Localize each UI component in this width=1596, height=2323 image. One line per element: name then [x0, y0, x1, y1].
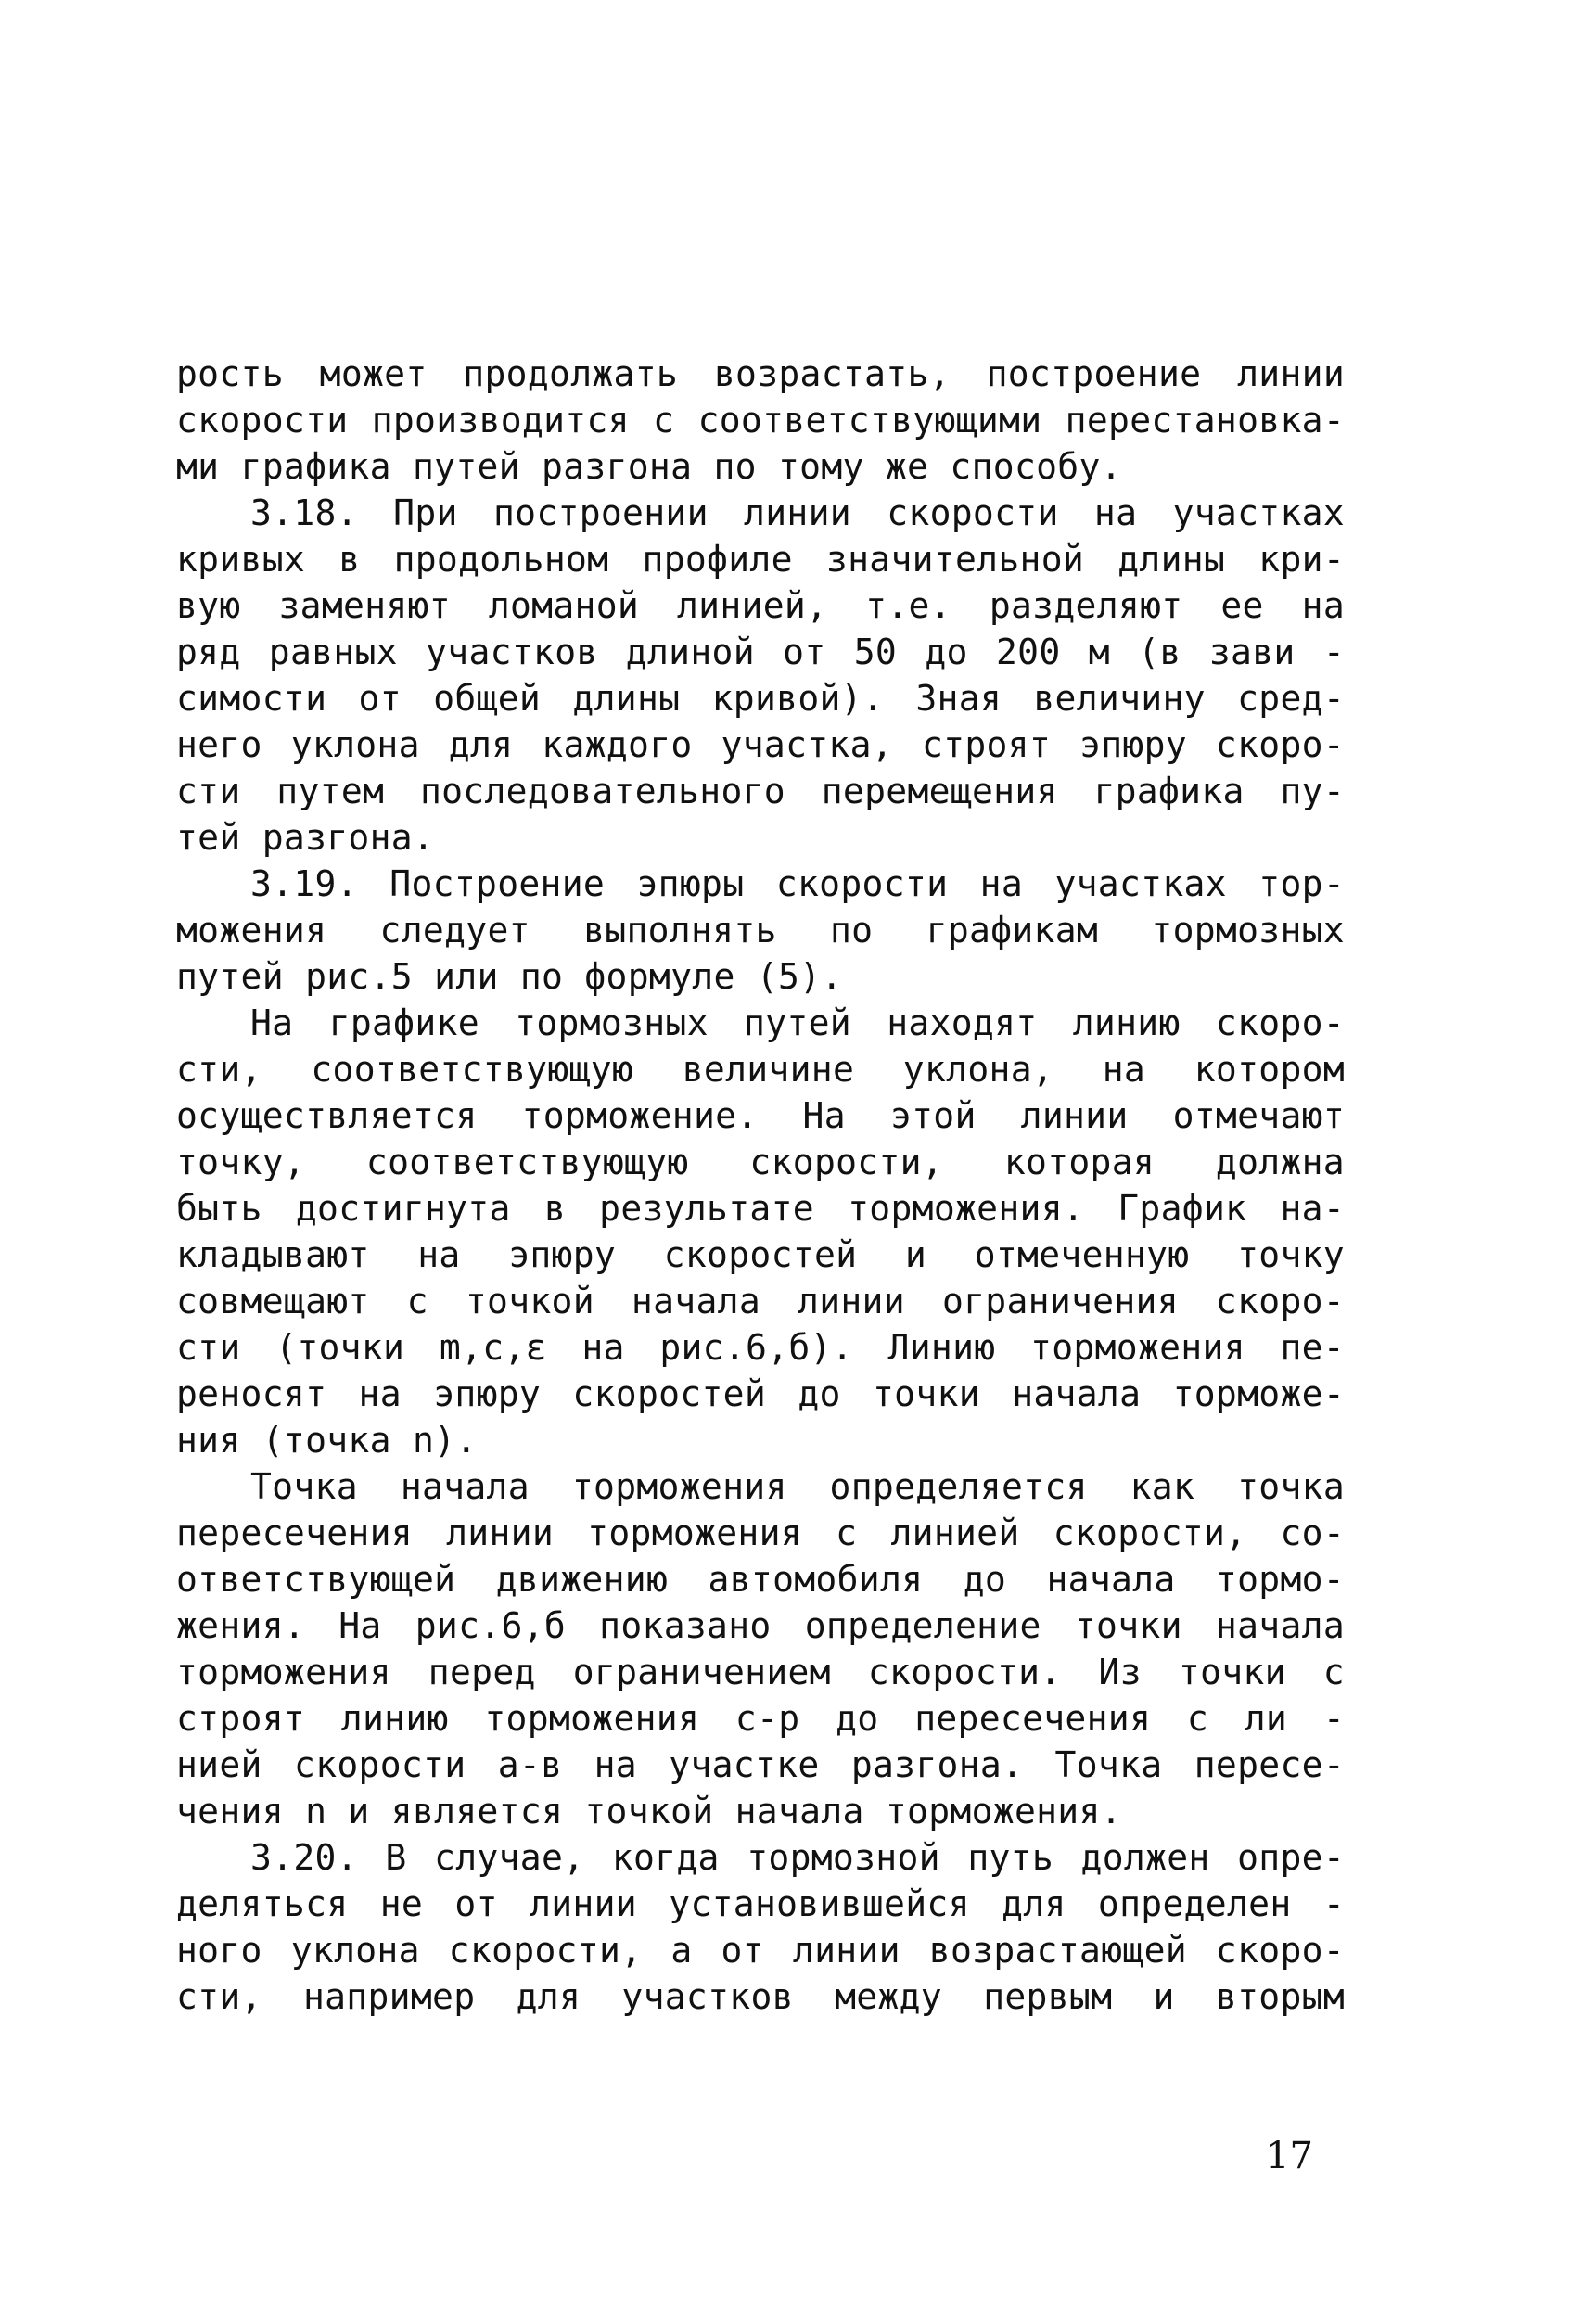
paragraph-start-line: 3.20. В случае, когда тормозной путь должен опре- — [250, 1837, 1345, 1878]
text-line: ряд равных участков длиной от 50 до 200 м (в зави - — [176, 632, 1345, 672]
text-line: ного уклона скорости, а от линии возрастающей скоро- — [176, 1930, 1345, 1971]
text-line: симости от общей длины кривой). Зная величину сред- — [176, 678, 1345, 719]
text-line: ответствующей движению автомобиля до начала тормо- — [176, 1559, 1345, 1600]
text-line: торможения перед ограничением скорости. Из точки c — [176, 1652, 1345, 1692]
paragraph-start-line: На графике тормозных путей находят линию скоро- — [250, 1002, 1345, 1043]
text-line: нией скорости a-в на участке разгона. Точка пересе- — [176, 1744, 1345, 1785]
text-line: вую заменяют ломаной линией, т.е. разделяют ее на — [176, 585, 1345, 626]
text-line: сти путем последовательного перемещения графика пу- — [176, 771, 1345, 811]
text-line: точку, соответствующую скорости, которая должна — [176, 1142, 1345, 1182]
text-line: пересечения линии торможения с линией скорости, со- — [176, 1513, 1345, 1553]
text-line: быть достигнута в результате торможения. График на- — [176, 1188, 1345, 1229]
text-line: него уклона для каждого участка, строят эпюру скоро- — [176, 724, 1345, 765]
page-number: 17 — [1266, 2135, 1313, 2177]
paragraph-start-line: Точка начала торможения определяется как точка — [250, 1466, 1345, 1507]
paragraph-start-line: 3.18. При построении линии скорости на участках — [250, 492, 1345, 533]
text-line: путей рис.5 или по формуле (5). — [176, 956, 843, 997]
paragraph-start-line: 3.19. Построение эпюры скорости на участках тор- — [250, 863, 1345, 904]
text-line: можения следует выполнять по графикам тормозных — [176, 910, 1345, 951]
text-line: скорости производится с соответствующими перестановка- — [176, 400, 1345, 440]
text-line: ния (точка n). — [176, 1420, 478, 1461]
text-line: реносят на эпюру скоростей до точки начала торможе- — [176, 1373, 1345, 1414]
text-line: ми графика путей разгона по тому же способу. — [176, 446, 1122, 487]
text-line: чения n и является точкой начала торможения. — [176, 1791, 1122, 1832]
text-line: кладывают на эпюру скоростей и отмеченную точку — [176, 1234, 1345, 1275]
text-line: деляться не от линии установившейся для определен - — [176, 1883, 1345, 1924]
text-line: строят линию торможения c-p до пересечения с ли - — [176, 1698, 1345, 1739]
text-line: сти, например для участков между первым и вторым — [176, 1976, 1345, 2017]
text-line: рость может продолжать возрастать, построение линии — [176, 353, 1345, 394]
text-line: совмещают с точкой начала линии ограничения скоро- — [176, 1281, 1345, 1321]
text-line: сти, соответствующую величине уклона, на котором — [176, 1049, 1345, 1090]
text-line: кривых в продольном профиле значительной длины кри- — [176, 539, 1345, 580]
text-line: сти (точки m,c,ε на рис.6,б). Линию торможения пе- — [176, 1327, 1345, 1368]
text-line: тей разгона. — [176, 817, 435, 858]
text-line: осуществляется торможение. На этой линии отмечают — [176, 1095, 1345, 1136]
text-line: жения. На рис.6,б показано определение точки начала — [176, 1605, 1345, 1646]
